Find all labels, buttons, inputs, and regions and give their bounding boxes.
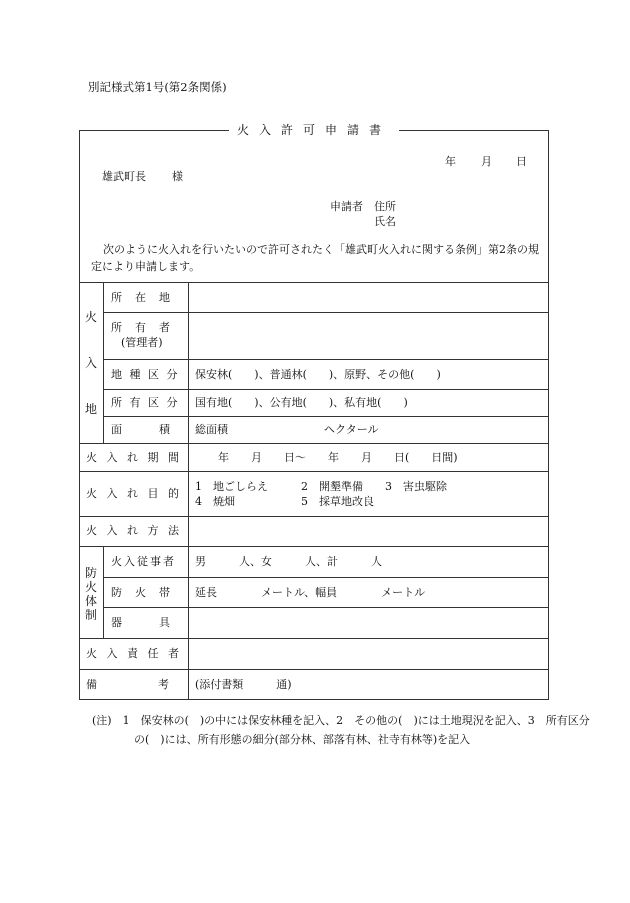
period-value: 年 月 日〜 年 月 日( 日間): [218, 451, 458, 464]
owner-label: 所 有 者: [111, 321, 171, 334]
firebreak-value: 延長 メートル、幅員 メートル: [195, 586, 426, 599]
applicant-address-label: 住所: [374, 200, 396, 213]
land-group-char-2: 入: [84, 356, 97, 370]
date-month: 月: [481, 155, 492, 168]
area-value-unit: ヘクタール: [324, 423, 379, 436]
ownership-type-label: 所 有 区 分: [111, 396, 180, 409]
fire-group-char-2: 火: [84, 580, 97, 594]
footnote: (注) 1 保安林の( )の中には保安林種を記入、2 その他の( )には土地現況を記入、3 所有区分の( )には、所有形態の細分(部分林、部落有林、社寺有林等)を記入: [92, 714, 590, 746]
purpose-line-1: 1 地ごしらえ 2 開墾準備 3 害虫駆除: [195, 480, 447, 493]
area-value-prefix: 総面積: [195, 423, 228, 436]
responsible-label: 火 入 責 任 者: [86, 647, 182, 660]
addressee-honorific: 様: [172, 170, 183, 183]
row-divider: [103, 416, 549, 417]
workers-value: 男 人、女 人、計 人: [195, 555, 382, 568]
equipment-label: 器 具: [111, 616, 171, 629]
applicant-name-label: 氏名: [374, 215, 396, 228]
land-group-char-1: 火: [84, 310, 97, 324]
form-title-wrap: [79, 122, 549, 139]
group-divider: [103, 282, 104, 443]
area-label: 面 積: [111, 423, 171, 436]
purpose-line-2: 4 焼畑 5 採草地改良: [195, 495, 374, 508]
period-label: 火 入 れ 期 間: [86, 451, 182, 464]
workers-label: 火入従事者: [111, 555, 176, 568]
row-divider: [103, 359, 549, 360]
land-group-char-3: 地: [84, 402, 97, 416]
row-divider: [79, 471, 549, 472]
row-divider: [103, 312, 549, 313]
remarks-value: (添付書類 通): [195, 678, 292, 691]
group-divider: [103, 546, 104, 638]
fire-group-char-3: 体: [84, 594, 97, 608]
row-divider: [79, 443, 549, 444]
label-value-divider: [188, 282, 189, 700]
purpose-label: 火 入 れ 目 的: [86, 487, 182, 500]
remarks-label: 備 考: [86, 678, 170, 691]
form-title: 火入許可申請書: [229, 123, 399, 137]
row-divider: [103, 389, 549, 390]
row-divider: [79, 669, 549, 670]
location-label: 所 在 地: [111, 291, 171, 304]
fire-group-char-1: 防: [84, 566, 97, 580]
land-type-label: 地 種 区 分: [111, 368, 180, 381]
row-divider: [79, 282, 549, 283]
row-divider: [79, 638, 549, 639]
owner-sublabel: (管理者): [121, 336, 163, 349]
date-year: 年: [445, 155, 456, 168]
ownership-type-value: 国有地( )、公有地( )、私有地( ): [195, 396, 408, 409]
row-divider: [79, 516, 549, 517]
form-reference: 別記様式第1号(第2条関係): [88, 80, 227, 94]
date-day: 日: [516, 155, 527, 168]
intro-text: 次のように火入れを行いたいので許可されたく「雄武町火入れに関する条例」第2条の規定により申請します。: [91, 243, 539, 273]
addressee-name: 雄武町長: [102, 170, 146, 183]
land-type-value: 保安林( )、普通林( )、原野、その他( ): [195, 368, 441, 381]
row-divider: [103, 607, 549, 608]
fire-group-char-4: 制: [84, 608, 97, 622]
applicant-label: 申請者: [330, 200, 363, 213]
firebreak-label: 防 火 帯: [111, 586, 171, 599]
row-divider: [79, 546, 549, 547]
row-divider: [103, 577, 549, 578]
method-label: 火 入 れ 方 法: [86, 524, 182, 537]
